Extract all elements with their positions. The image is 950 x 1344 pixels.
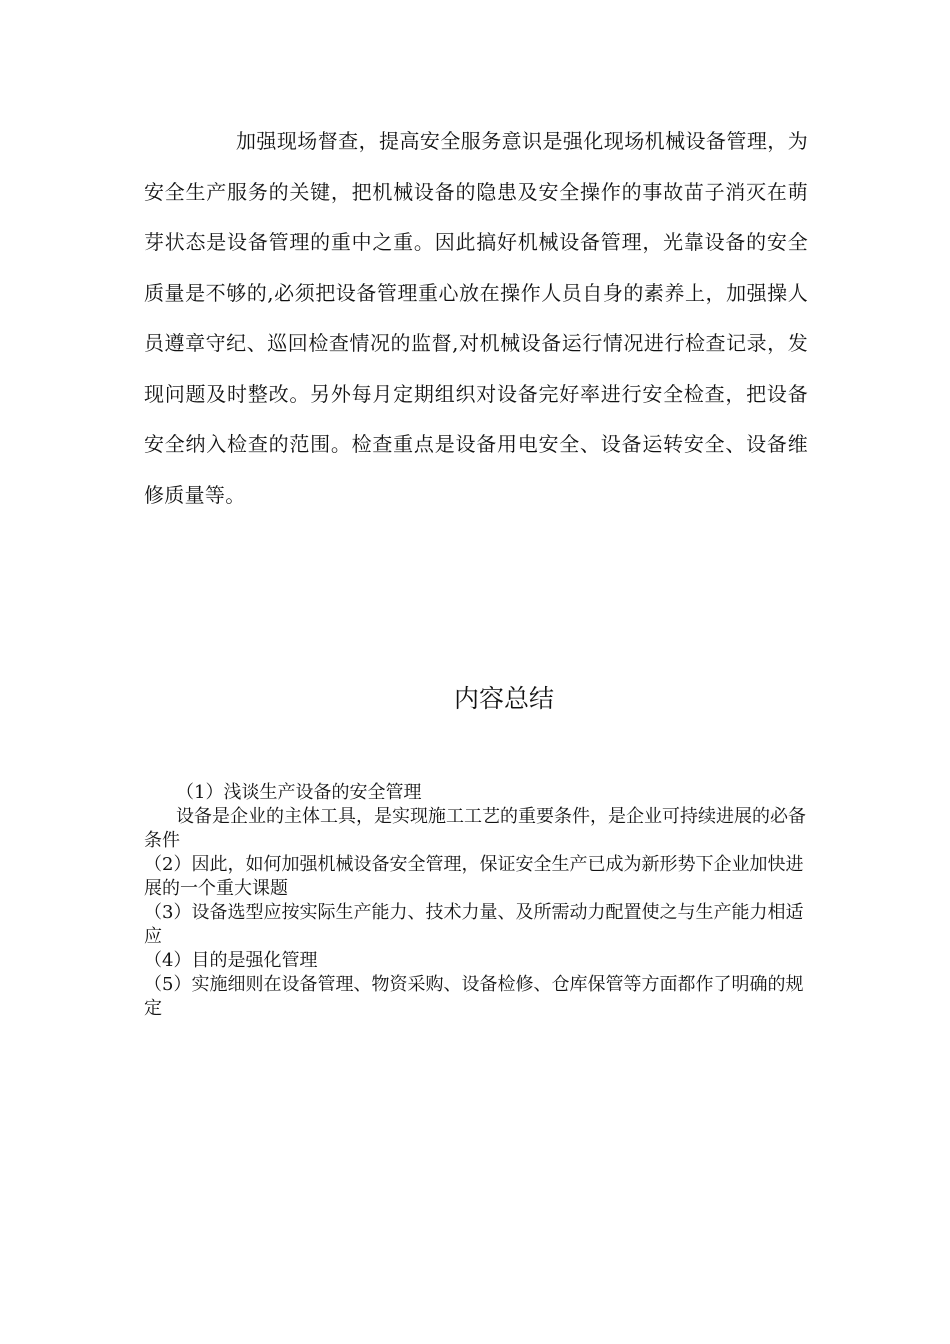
summary-item: （3）设备选型应按实际生产能力、技术力量、及所需动力配置使之与生产能力相适应 xyxy=(144,902,804,947)
summary-item: （4）目的是强化管理 xyxy=(144,950,318,971)
summary-section xyxy=(144,781,808,1021)
body-paragraph: 加强现场督查，提高安全服务意识是强化现场机械设备管理，为安全生产服务的关键，把机械设备的隐患及安全操作的事故苗子消灭在萌芽状态是设备管理的重中之重。因此搞好机械设备管理，光靠设备的安全质量是不够的,必须把设备管理重心放在操作人员自身的素养上，加强操人员遵章守纪、巡回检查情况的监督,对机械设备运行情况进行检查记录，发现问题及时整改。另外每月定期组织对设备完好率进行安全检查，把设备安全纳入检查的范围。检查重点是设备用电安全、设备运转安全、设备维修质量等。 xyxy=(144,129,808,507)
summary-item: （5）实施细则在设备管理、物资采购、设备检修、仓库保管等方面都作了明确的规定 xyxy=(144,974,804,1019)
summary-intro: 设备是企业的主体工具，是实现施工工艺的重要条件，是企业可持续进展的必备条件 xyxy=(144,806,806,851)
summary-title: 内容总结 xyxy=(453,684,554,713)
summary-item: （2）因此，如何加强机械设备安全管理，保证安全生产已成为新形势下企业加快进展的一个重大课题 xyxy=(144,854,804,899)
summary-heading: （1）浅谈生产设备的安全管理 xyxy=(176,782,422,803)
